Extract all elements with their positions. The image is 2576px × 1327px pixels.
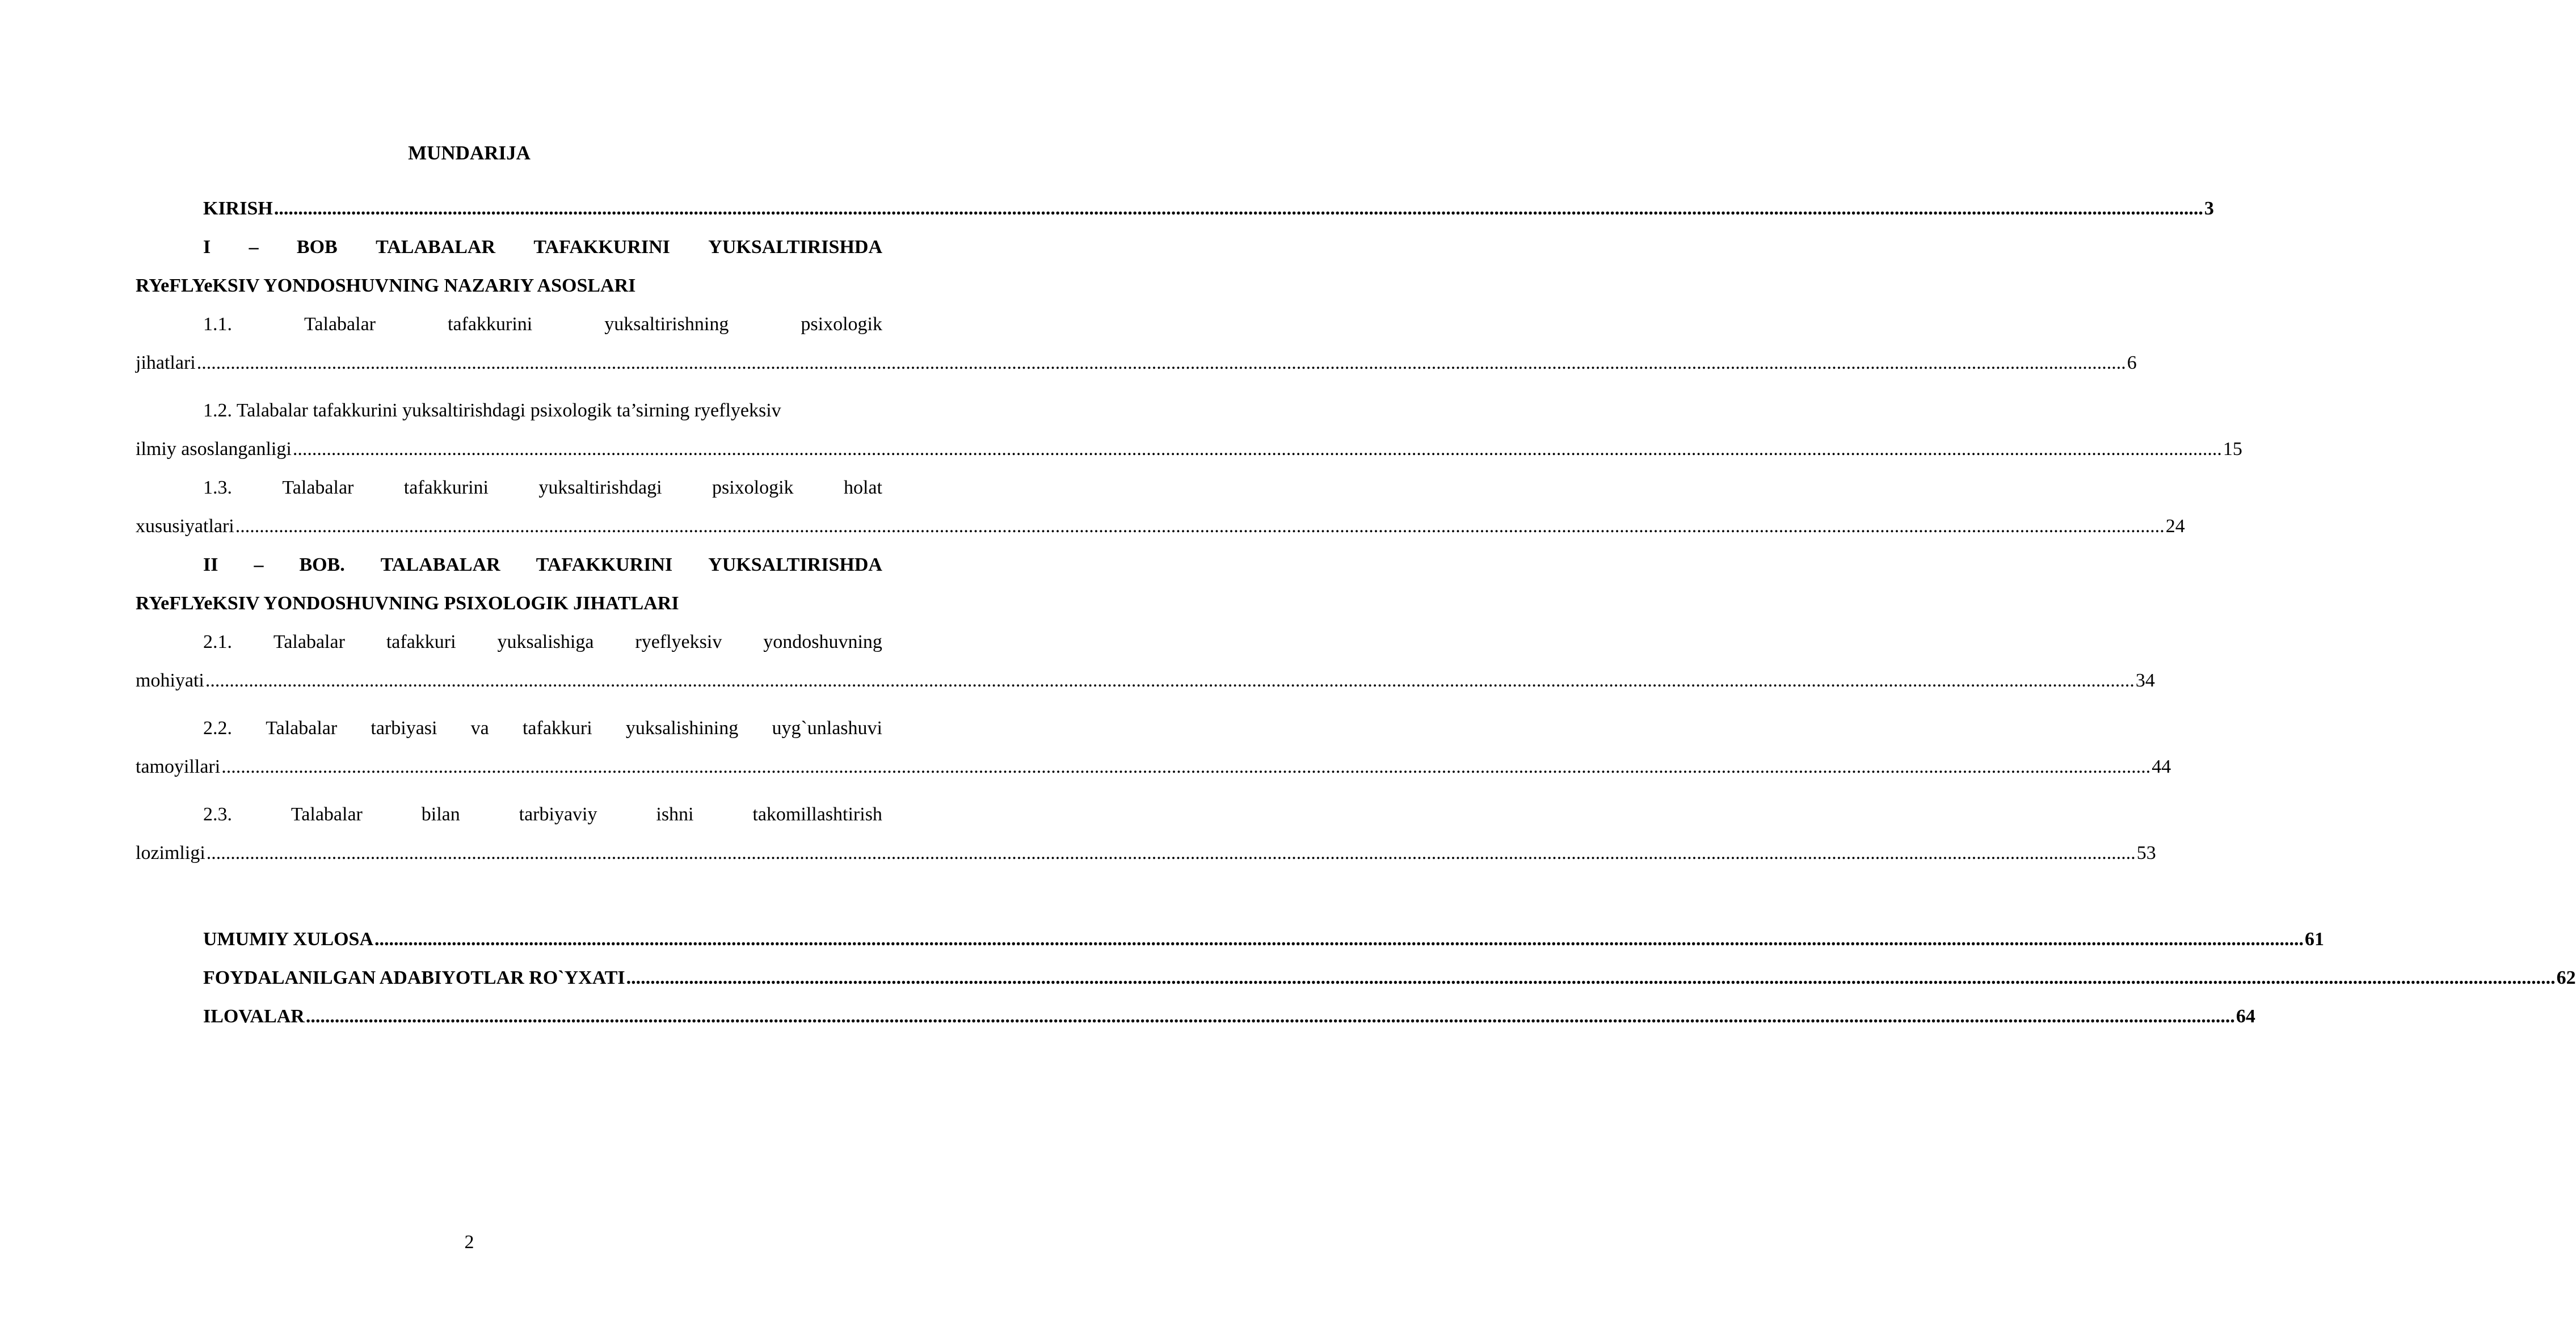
- toc-entry-2-2-line2[interactable]: [136, 748, 2171, 786]
- entry-word: tarbiyasi: [371, 718, 437, 739]
- entry-word: 1.3.: [203, 477, 232, 498]
- entry-word: Talabalar: [282, 477, 354, 498]
- chapter-word: II: [203, 554, 218, 575]
- toc-entry-1-2-line1[interactable]: [136, 391, 882, 430]
- page-title: MUNDARIJA: [408, 142, 531, 164]
- toc-entry-2-2-line1[interactable]: [136, 709, 882, 748]
- toc-entry-page: 24: [2165, 516, 2185, 537]
- chapter-2-heading-line1[interactable]: [136, 546, 882, 584]
- toc-entry-page: 53: [2136, 842, 2156, 863]
- dot-leader: ................................................................................................................................................................................................................................................................................................................................................................................................................: [235, 516, 2165, 537]
- chapter-title: RYeFLYeKSIV YONDOSHUVNING PSIXOLOGIK JIHATLARI: [136, 593, 679, 614]
- toc-entry-2-1-line1[interactable]: [136, 623, 882, 662]
- toc-entry-2-1-line2[interactable]: [136, 662, 2155, 700]
- chapter-word: TALABALAR: [376, 237, 496, 258]
- toc-entry-label: FOYDALANILGAN ADABIYOTLAR RO`YXATI: [203, 967, 625, 988]
- toc-entry-2-3-line2[interactable]: [136, 834, 2156, 873]
- chapter-title: RYeFLYeKSIV YONDOSHUVNING NAZARIY ASOSLARI: [136, 275, 636, 296]
- chapter-word: –: [254, 554, 264, 575]
- entry-word: tafakkuri: [386, 631, 456, 652]
- toc-entry-page: 44: [2152, 756, 2171, 777]
- entry-word: Talabalar: [273, 631, 345, 652]
- entry-word: Talabalar: [291, 804, 363, 825]
- dot-leader: ................................................................................................................................................................................................................................................................................................................................................................................................................: [205, 670, 2135, 691]
- entry-word: tafakkurini: [403, 477, 489, 498]
- chapter-1-heading-line2[interactable]: [136, 267, 882, 305]
- entry-word: Talabalar: [266, 718, 338, 739]
- toc-entry-page: 61: [2305, 929, 2325, 950]
- chapter-word: BOB.: [299, 554, 345, 575]
- chapter-word: YUKSALTIRISHDA: [708, 237, 882, 258]
- entry-word: yuksalishining: [625, 718, 739, 739]
- toc-entry-1-1-line2[interactable]: [136, 344, 2137, 382]
- toc-entry-page: 15: [2223, 439, 2242, 460]
- toc-entry-page: 3: [2204, 198, 2214, 219]
- chapter-2-heading-line2[interactable]: [136, 584, 882, 623]
- entry-word: ishni: [656, 804, 694, 825]
- entry-word: 1.1.: [203, 314, 232, 335]
- toc-entry-page: 62: [2556, 967, 2576, 988]
- toc-entry-label: mohiyati: [136, 670, 204, 691]
- entry-word: 2.1.: [203, 631, 232, 652]
- chapter-word: YUKSALTIRISHDA: [708, 554, 882, 575]
- toc-entry-references[interactable]: [136, 959, 2576, 997]
- toc-entry-2-3-line1[interactable]: [136, 795, 882, 834]
- entry-word: yuksalishiga: [497, 631, 594, 652]
- toc-entry-label: ilmiy asoslanganligi: [136, 439, 292, 460]
- toc-entry-1-1-line1[interactable]: [136, 305, 882, 344]
- toc-entry-page: 34: [2135, 670, 2155, 691]
- entry-word: yuksaltirishdagi: [538, 477, 662, 498]
- toc-entry-1-3-line2[interactable]: [136, 507, 2185, 546]
- entry-word: psixologik: [712, 477, 794, 498]
- entry-word: holat: [843, 477, 882, 498]
- toc-entry-appendix[interactable]: [136, 997, 2255, 1036]
- chapter-word: TAFAKKURINI: [533, 237, 670, 258]
- chapter-word: TALABALAR: [380, 554, 500, 575]
- toc-entry-1-3-line1[interactable]: [136, 469, 882, 507]
- page-number: 2: [464, 1232, 474, 1253]
- dot-leader: ................................................................................................................................................................................................................................................................................................................................................................................................................: [221, 756, 2151, 777]
- entry-word: takomillashtirish: [752, 804, 882, 825]
- toc-entry-label: tamoyillari: [136, 756, 221, 777]
- dot-leader: ................................................................................................................................................................................................................................................................................................................................................................................................................: [196, 352, 2126, 373]
- entry-word: tarbiyaviy: [519, 804, 597, 825]
- dot-leader: ................................................................................................................................................................................................................................................................................................................................................................................................................: [273, 198, 2203, 219]
- chapter-1-heading-line1[interactable]: [136, 228, 882, 267]
- toc-entry-page: 64: [2236, 1006, 2255, 1027]
- entry-word: 2.2.: [203, 718, 232, 739]
- entry-word: tafakkurini: [448, 314, 533, 335]
- toc-entry-label: 1.2. Talabalar tafakkurini yuksaltirishdagi psixologik ta’sirning ryeflyeksiv: [203, 400, 781, 421]
- toc-entry-conclusion[interactable]: [136, 920, 2325, 959]
- toc-entry-label: KIRISH: [203, 198, 273, 219]
- chapter-word: I: [203, 237, 211, 258]
- toc-entry-1-2-line2[interactable]: [136, 430, 2242, 469]
- entry-word: 2.3.: [203, 804, 232, 825]
- toc-entry-label: ILOVALAR: [203, 1006, 305, 1027]
- entry-word: ryeflyeksiv: [635, 631, 722, 652]
- entry-word: tafakkuri: [522, 718, 592, 739]
- entry-word: va: [470, 718, 489, 739]
- chapter-word: –: [249, 237, 259, 258]
- toc-entry-kirish[interactable]: [136, 189, 2214, 228]
- entry-word: Talabalar: [304, 314, 376, 335]
- entry-word: uyg`unlashuvi: [772, 718, 882, 739]
- dot-leader: ................................................................................................................................................................................................................................................................................................................................................................................................................: [626, 967, 2556, 988]
- chapter-word: TAFAKKURINI: [536, 554, 673, 575]
- dot-leader: ................................................................................................................................................................................................................................................................................................................................................................................................................: [206, 842, 2136, 863]
- toc-entry-label: jihatlari: [136, 352, 196, 373]
- entry-word: bilan: [421, 804, 460, 825]
- dot-leader: ................................................................................................................................................................................................................................................................................................................................................................................................................: [305, 1006, 2235, 1027]
- toc-entry-page: 6: [2127, 352, 2137, 373]
- table-of-contents: [136, 189, 2576, 1036]
- chapter-word: BOB: [296, 237, 338, 258]
- entry-word: yondoshuvning: [763, 631, 882, 652]
- dot-leader: ................................................................................................................................................................................................................................................................................................................................................................................................................: [374, 929, 2304, 950]
- entry-word: psixologik: [801, 314, 882, 335]
- entry-word: yuksaltirishning: [604, 314, 729, 335]
- toc-entry-label: UMUMIY XULOSA: [203, 929, 374, 950]
- dot-leader: ................................................................................................................................................................................................................................................................................................................................................................................................................: [292, 439, 2222, 460]
- toc-entry-label: lozimligi: [136, 842, 205, 863]
- toc-entry-label: xususiyatlari: [136, 516, 234, 537]
